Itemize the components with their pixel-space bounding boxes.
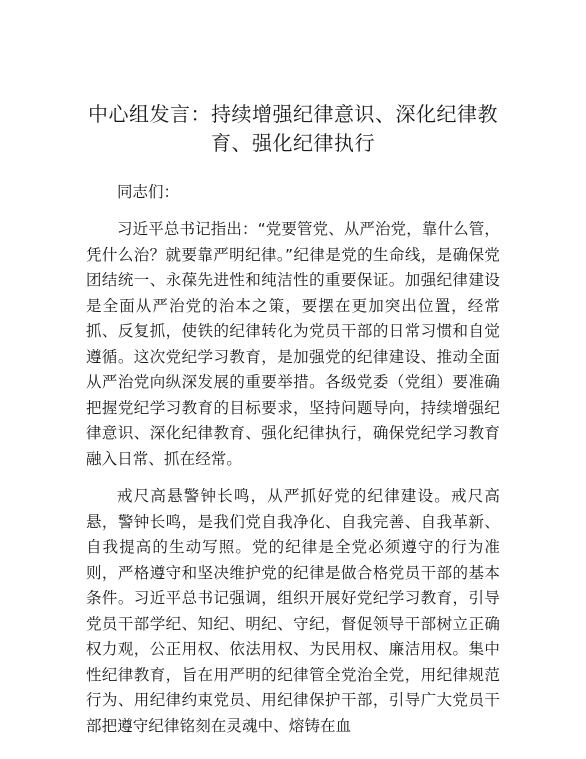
salutation: 同志们： (117, 183, 180, 201)
paragraph-2: 戒尺高悬警钟长鸣，从严抓好党的纪律建设。戒尺高悬，警钟长鸣，是我们党自我净化、自我完善、自我革新、自我提高的生动写照。党的纪律是全党必须遵守的行为准则，严格遵守和坚决维护党的纪律是做合格党员干部的基本条件。习近平总书记强调，组织开展好党纪学习教育，引导党员干部学纪、知纪、明纪、守纪，督促领导干部树立正确权力观，公正用权、依法用权、为民用权、廉洁用权。集中性纪律教育，旨在用严明的纪律管全党治全党，用纪律规范行为、用纪律约束党员、用纪律保护干部，引导广大党员干部把遵守纪律铭刻在灵魂中、熔铸在血 (86, 487, 500, 735)
document-title: 中心组发言：持续增强纪律意识、深化纪律教育、强化纪律执行 (88, 102, 498, 155)
paragraph-1: 习近平总书记指出：“党要管党、从严治党，靠什么管，凭什么治？就要靠严明纪律。”纪律是党的生命线，是确保党团结统一、永葆先进性和纯洁性的重要保证。加强纪律建设是全面从严治党的治本之策，要摆在更加突出位置，经常抓、反复抓，使铁的纪律转化为党员干部的日常习惯和自觉遵循。这次党纪学习教育，是加强党的纪律建设、推动全面从严治党向纵深发展的重要举措。各级党委（党组）要准确把握党纪学习教育的目标要求，坚持问题导向，持续增强纪律意识、深化纪律教育、强化纪律执行，确保党纪学习教育融入日常、抓在经常。 (86, 220, 500, 468)
